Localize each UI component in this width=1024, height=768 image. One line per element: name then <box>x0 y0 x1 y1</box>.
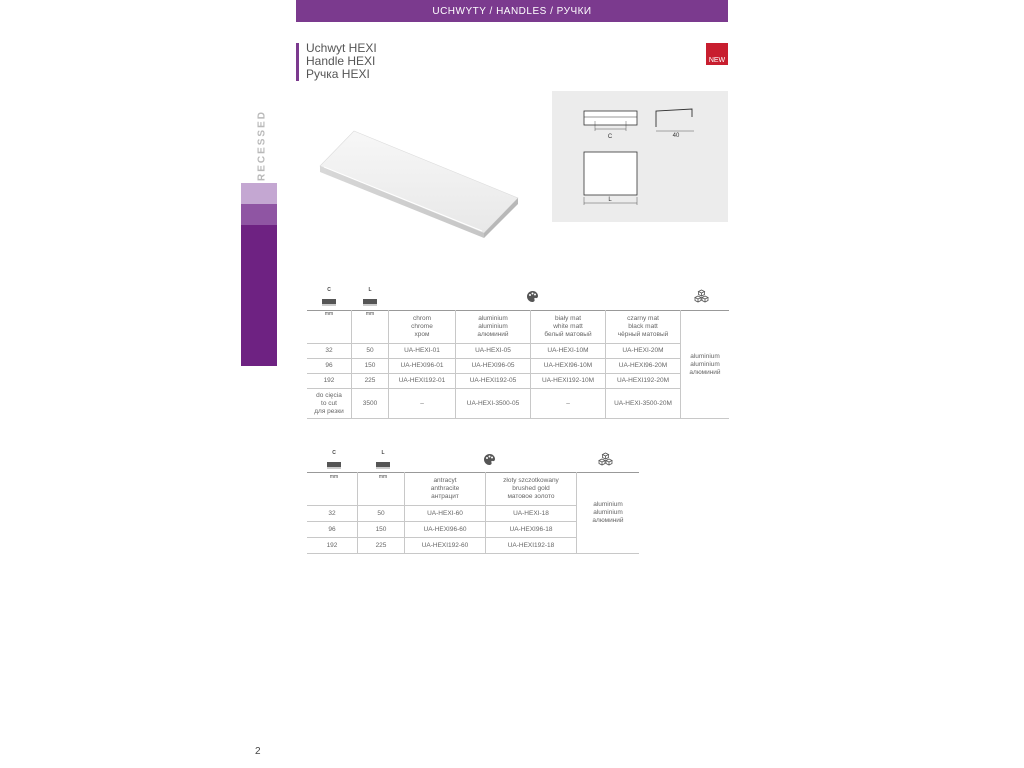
product-table-1 <box>307 310 729 419</box>
table1-header-finish: chrom chrome хром <box>389 311 456 344</box>
page-number: 2 <box>255 746 261 757</box>
l-dimension-icon: L mm <box>375 450 391 480</box>
technical-drawing-panel <box>552 91 728 222</box>
title-accent-bar <box>296 43 299 81</box>
table1-header-finish: biały mat white matt белый матовый <box>531 311 606 344</box>
section-side-label: RECESSED <box>256 110 268 182</box>
side-bar-dark <box>241 225 277 366</box>
table-row: do cięcia to cut для резки 3500 – UA-HEXI-3500-05 – UA-HEXI-3500-20M <box>307 389 729 419</box>
table1-header-finish: aluminium aluminium алюминий <box>456 311 531 344</box>
new-badge <box>706 43 728 65</box>
table2-header-finish: złoty szczotkowany brushed gold матовое золото <box>486 473 577 506</box>
table2-header-l <box>358 473 405 506</box>
technical-drawing <box>552 91 728 222</box>
table-row: 192 225 UA-HEXI192-60 UA-HEXI192-18 <box>307 538 639 554</box>
table2-material: aluminium aluminium алюминий <box>577 473 640 554</box>
table-row: 32 50 UA-HEXI-60 UA-HEXI-18 <box>307 506 639 522</box>
product-title-pl: Uchwyt HEXI <box>306 41 377 55</box>
table2-header-finish: antracyt anthracite антрацит <box>405 473 486 506</box>
side-bar-mid <box>241 204 277 225</box>
table1-header-row <box>307 311 729 344</box>
cubes-icon <box>694 289 709 304</box>
product-title-ru: Ручка HEXI <box>306 67 370 81</box>
section-header-bar <box>296 0 728 22</box>
side-color-bar <box>241 183 277 366</box>
table1-header-finish: czarny mat black matt чёрный матовый <box>606 311 681 344</box>
drawing-label-depth: 40 <box>672 133 680 139</box>
drawing-label-c: C <box>607 134 613 140</box>
c-dimension-icon: C mm <box>321 287 337 317</box>
table1-header-l <box>352 311 389 344</box>
palette-icon <box>526 290 539 303</box>
drawing-label-l: L <box>608 197 612 203</box>
l-dimension-icon: L mm <box>362 287 378 317</box>
product-photo <box>314 128 524 238</box>
table2-header-row <box>307 473 639 506</box>
table1-material: aluminium aluminium алюминий <box>681 311 730 419</box>
table2-icon-row <box>326 450 626 480</box>
product-title-en: Handle HEXI <box>306 54 376 68</box>
product-title <box>306 42 377 81</box>
table1-icon-row <box>321 287 729 317</box>
new-badge-label: NEW <box>708 57 726 64</box>
table-row: 96 150 UA-HEXI96-60 UA-HEXI96-18 <box>307 522 639 538</box>
palette-icon <box>483 453 496 466</box>
table1-header-c <box>307 311 352 344</box>
table-row: 96 150 UA-HEXI96-01 UA-HEXI96-05 UA-HEXI96-10M UA-HEXI96-20M <box>307 359 729 374</box>
table-row: 192 225 UA-HEXI192-01 UA-HEXI192-05 UA-HEXI192-10M UA-HEXI192-20M <box>307 374 729 389</box>
section-header-title: UCHWYTY / HANDLES / РУЧКИ <box>432 5 592 17</box>
table2-header-c <box>307 473 358 506</box>
side-bar-light <box>241 183 277 204</box>
c-dimension-icon: C mm <box>326 450 342 480</box>
table-row: 32 50 UA-HEXI-01 UA-HEXI-05 UA-HEXI-10M UA-HEXI-20M <box>307 344 729 359</box>
product-table-2 <box>307 472 639 554</box>
cubes-icon <box>598 452 613 467</box>
